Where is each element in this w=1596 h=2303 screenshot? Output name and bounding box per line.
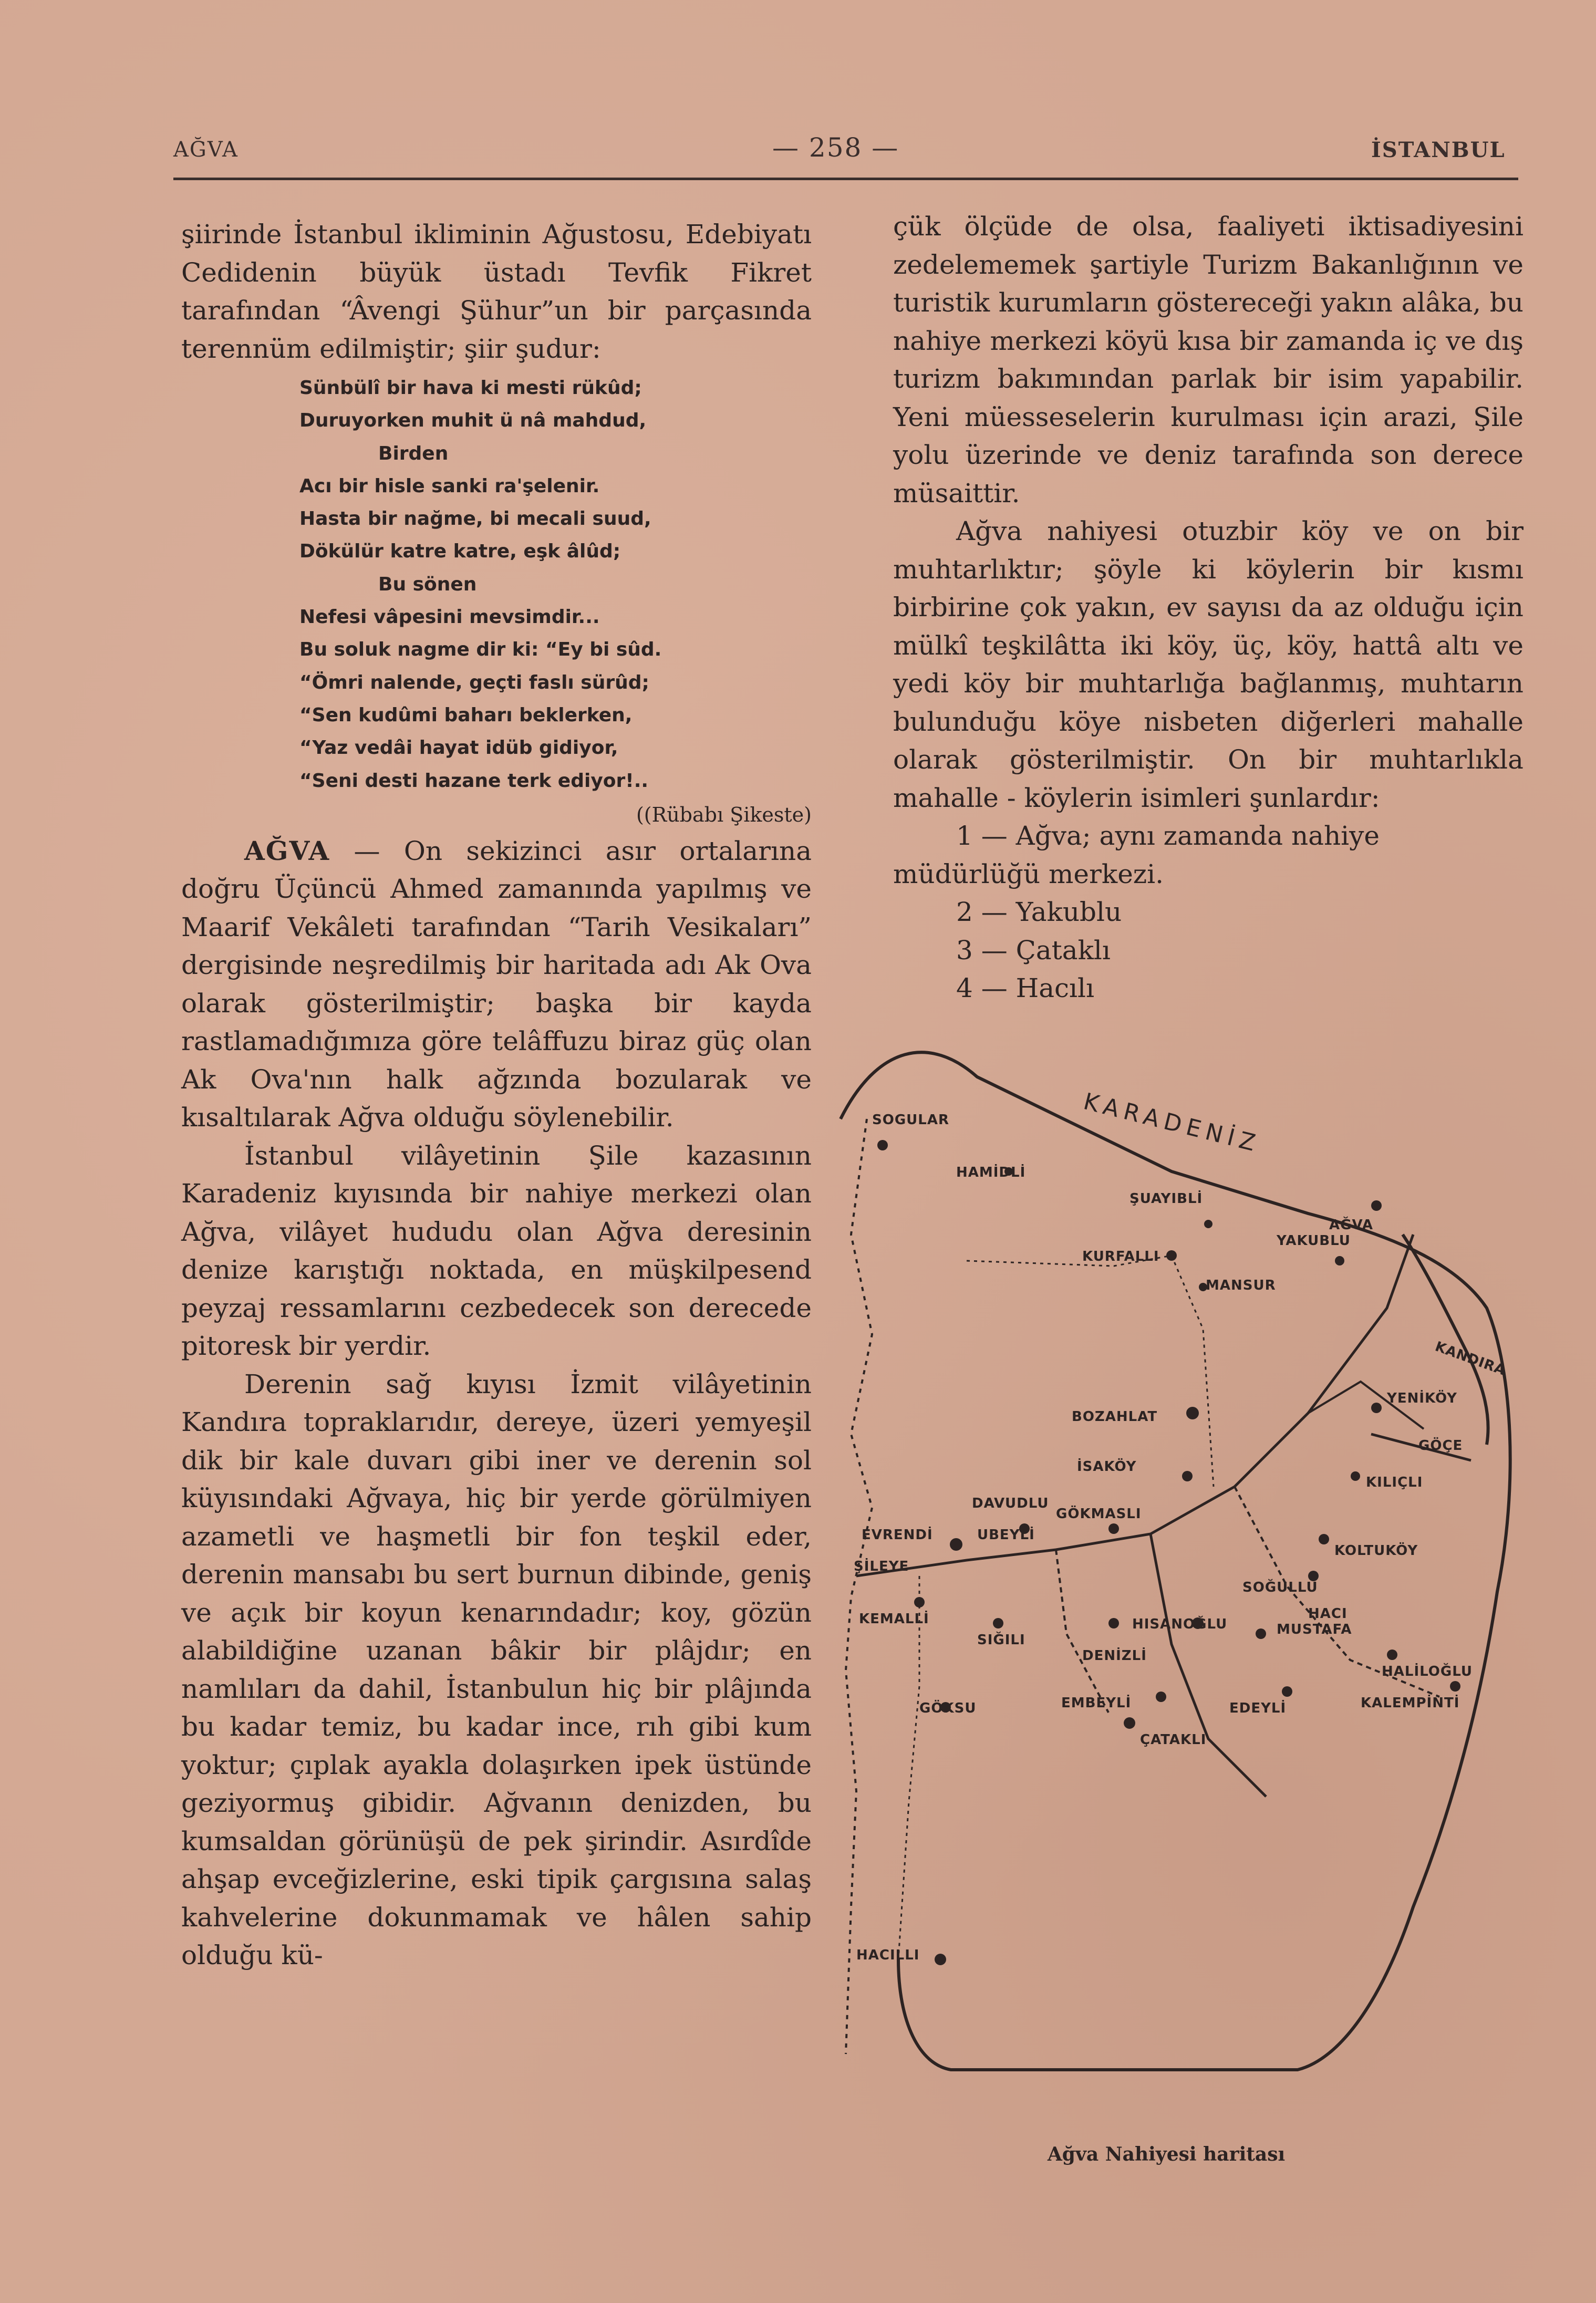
list-item: 4 — Hacılı [956, 973, 1094, 1003]
village-marker [1335, 1256, 1344, 1265]
place-label: GÖKSU [919, 1700, 977, 1716]
sea-label: KARADENİZ [1081, 1088, 1263, 1158]
village-marker [993, 1618, 1003, 1628]
village-marker [1204, 1220, 1212, 1228]
place-label: EMBEYLİ [1061, 1695, 1132, 1711]
poem-line: “Seni desti hazane terk ediyor!.. [299, 770, 649, 792]
place-label: KURFALLI [1082, 1249, 1159, 1264]
village-marker [1371, 1403, 1382, 1413]
poem-line: “Ömri nalende, geçti faslı sürûd; [299, 671, 649, 693]
village-marker [1450, 1681, 1460, 1692]
place-label: SOĞULLU [1242, 1580, 1318, 1595]
list-item: 2 — Yakublu [956, 897, 1122, 927]
place-label: DENİZLİ [1082, 1648, 1147, 1664]
place-label: HACILLI [856, 1947, 920, 1963]
list-item: 1 — Ağva; aynı zamanda nahiye müdürlüğü merkezi. [893, 821, 1380, 889]
poem-block [299, 372, 812, 797]
village-marker [1124, 1717, 1135, 1729]
place-label: EVRENDİ [862, 1527, 933, 1543]
place-label: GÖÇE [1418, 1438, 1463, 1454]
county-border [846, 1119, 872, 2054]
place-label: UBEYLİ [977, 1527, 1035, 1543]
road [1056, 1550, 1108, 1713]
place-label: EDEYLİ [1229, 1700, 1287, 1716]
place-label: YAKUBLU [1277, 1233, 1351, 1249]
place-label: SOGULAR [872, 1112, 949, 1128]
poem-intro-paragraph: şiirinde İstanbul ikliminin Ağustosu, Edebiyatı Cedidenin büyük üstadı Tevfik Fikret tarafından “Âvengi Şühur”un bir parçasında terennüm edilmiştir; şiir şudur: [181, 219, 812, 364]
poem-line: Acı bir hisle sanki ra'şelenir. [299, 475, 600, 497]
place-label: KOLTUKÖY [1334, 1543, 1418, 1559]
village-marker [935, 1954, 946, 1965]
poem-line: Sünbülî bir hava ki mesti rükûd; [299, 377, 642, 399]
road [856, 1235, 1413, 1576]
place-label: İSAKÖY [1077, 1459, 1137, 1475]
place-label: KALEMPİNTİ [1361, 1695, 1460, 1711]
place-label: SIĞILI [977, 1632, 1025, 1648]
village-marker [1256, 1628, 1266, 1639]
poem-source: ((Rübabı Şikeste) [636, 803, 812, 826]
place-label: YENİKÖY [1387, 1391, 1458, 1406]
place-label: HALİLOĞLU [1382, 1664, 1473, 1679]
right-column [893, 208, 1524, 1008]
place-label: ÇATAKLI [1140, 1732, 1207, 1748]
village-marker [1319, 1534, 1329, 1544]
place-label: GÖKMASLI [1056, 1506, 1142, 1522]
place-label: ŞUAYIBLİ [1129, 1191, 1203, 1207]
place-label: MANSUR [1206, 1278, 1276, 1293]
village-marker [1351, 1471, 1360, 1481]
place-label: AĞVA [1329, 1217, 1373, 1233]
place-label: MUSTAFA [1277, 1622, 1352, 1637]
left-column [181, 215, 812, 1975]
map-caption: Ağva Nahiyesi haritası [1047, 2143, 1286, 2165]
entry-text: — On sekizinci asır ortalarına doğru Üçüncü Ahmed zamanında yapılmış ve Maarif Vekâleti tarafından “Tarih Vesikaları” dergisinde neşredilmiş bir haritada adı Ak Ova olarak gösterilmiştir; başka bir kayda rastlamadığımıza göre telâffuzu biraz güç olan Ak Ova'nın halk ağzında bozularak ve kısaltılarak Ağva olduğu söylenebilir. [181, 835, 812, 1133]
village-list [893, 817, 1524, 1008]
place-label: BOZAHLAT [1072, 1409, 1158, 1425]
poem-line: Bu soluk nagme dir ki: “Ey bi sûd. [299, 639, 662, 661]
place-label: HAMİDLİ [956, 1165, 1026, 1180]
entry-paragraph [181, 832, 812, 1137]
village-marker [1166, 1250, 1177, 1261]
agva-map [835, 1014, 1534, 2122]
entry-title: AĞVA [244, 835, 330, 866]
poem-line: “Sen kudûmi baharı beklerken, [299, 704, 633, 726]
place-label: KILIÇLI [1366, 1475, 1423, 1490]
village-marker [1371, 1200, 1382, 1211]
road [1151, 1534, 1266, 1797]
poem-line: Duruyorken muhit ü nâ mahdud, [299, 410, 647, 432]
header-rule [173, 178, 1518, 180]
poem-line: Bu sönen [378, 573, 477, 595]
village-marker [1387, 1650, 1397, 1660]
place-label: HACI [1308, 1606, 1348, 1622]
village-marker [877, 1140, 888, 1150]
poem-line: Dökülür katre katre, eşk âlûd; [299, 541, 621, 563]
village-marker [1108, 1618, 1119, 1628]
river [1403, 1235, 1488, 1445]
place-label: ŞİLEYE [854, 1559, 909, 1574]
road [898, 1576, 919, 1959]
running-header-left: AĞVA [173, 138, 239, 162]
poem-line: “Yaz vedâi hayat idüb gidiyor, [299, 737, 618, 759]
village-marker [1186, 1407, 1199, 1419]
poem-line: Nefesi vâpesini mevsimdir... [299, 606, 600, 628]
body-paragraph: Ağva nahiyesi otuzbir köy ve on bir muhtarlıktır; şöyle ki köylerin bir kısmı birbirine çok yakın, ev sayısı da az olduğu için mülkî teşkilâtta iki köy, üç, köy, hattâ altı ve yedi köy bir muhtarlığa bağlanmış, muhtarın bulunduğu köye nisbeten diğerleri mahalle olarak gösterilmiştir. On bir muhtarlıkla mahalle - köylerin isimleri şunlardır: [893, 516, 1524, 813]
body-paragraph: Derenin sağ kıyısı İzmit vilâyetinin Kandıra topraklarıdır, dereye, üzeri yemyeşil dik bir kale duvarı gibi iner ve derenin sol küyısındaki Ağvaya, hiç bir yerde görülmiyen azametli ve haşmetli bir fon teşkil eder, derenin mansabı bu sert burnun dibinde, geniş ve açık bir koyun kenarındadır; koy, gözün alabildiğine uzanan bâkir bir plâjdır; en namlıları da dahil, İstanbulun hiç bir plâjında bu kadar temiz, bu kadar ince, rıh gibi kum yoktur; çıplak ayakla dolaşırken ipek üstünde geziyormuş gibidir. Ağvanın denizden, bu kumsaldan görünüşü de pek şirindir. Asırdîde ahşap evceğizlerine, eski tipik çargısına salaş kahvelerine dokunmamak ve hâlen sahip olduğu kü- [181, 1368, 812, 1971]
place-label: DAVUDLU [972, 1496, 1049, 1511]
poem-line: Hasta bir nağme, bi mecali suud, [299, 508, 651, 530]
body-paragraph: İstanbul vilâyetinin Şile kazasının Karadeniz kıyısında bir nahiye merkezi olan Ağva, vilâyet hududu olan Ağva deresinin denize karıştığı noktada, en müşkilpesend peyzaj ressamlarını cezbedecek son derecede pitoresk bir yerdir. [181, 1140, 812, 1362]
village-marker [1182, 1471, 1193, 1481]
body-paragraph: çük ölçüde de olsa, faaliyeti iktisadiyesini zedelememek şartiyle Turizm Bakanlığının ve turistik kurumların göstereceği yakın alâka, bu nahiye merkezi köyü kısa bir zamanda iç ve dış turizm bakımından parlak bir isim yapabilir. Yeni müesseselerin kurulması için arazi, Şile yolu üzerinde ve deniz tarafında son derece müsaittir. [893, 211, 1524, 509]
poem-line: Birden [378, 442, 449, 464]
village-marker [1156, 1692, 1166, 1702]
place-label: KANDIRA [1433, 1339, 1508, 1379]
village-marker [914, 1597, 925, 1607]
place-label: HISANOĞLU [1132, 1616, 1228, 1632]
village-marker [1282, 1686, 1292, 1697]
place-labels [854, 1112, 1508, 1963]
place-label: KEMALLİ [859, 1611, 929, 1627]
running-header-right: İSTANBUL [1371, 138, 1506, 162]
page-number: — 258 — [772, 132, 899, 163]
list-item: 3 — Çataklı [956, 935, 1111, 966]
village-marker [1108, 1523, 1119, 1534]
village-marker [950, 1538, 962, 1551]
